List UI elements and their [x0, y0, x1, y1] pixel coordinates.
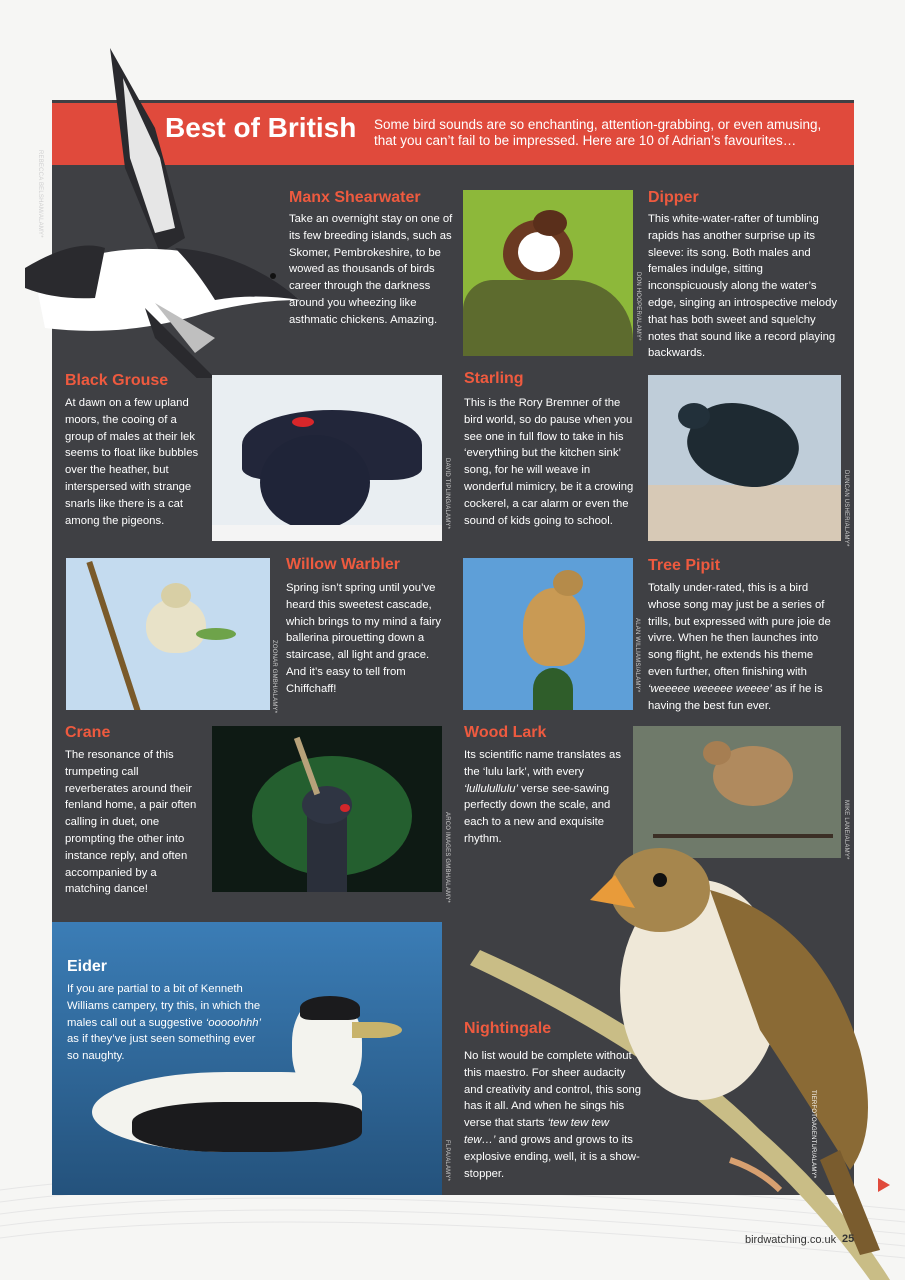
page-intro: Some bird sounds are so enchanting, attention-grabbing, or even amusing, that you can’t fail to be impressed. Here are 10 of Adrian’s favourites…: [374, 117, 822, 148]
woodlark-text-a: Its scientific name translates as the ‘lulu lark’, with every: [464, 749, 621, 778]
photo-credit-crane: ARCO IMAGES GMBH/ALAMY*: [444, 812, 450, 903]
page-title: Best of British: [165, 112, 357, 143]
section-body-dipper: This white-water-rafter of tumbling rapids has another surprise up its sleeve: its song. Both males and females indulge, sitting inconspicuously along the water’s edge, singing an introspective melody that has both sweet and squelchy notes that sound like a record playing backwards.: [648, 213, 838, 360]
section-body-manx: Take an overnight stay on one of its few breeding islands, such as Skomer, Pembrokeshire, to be wowed as thousands of birds career through the darkness around you wheezing like asthmatic chickens. Amazing.: [289, 213, 453, 326]
section-title-woodlark: [464, 724, 546, 742]
section-title-grouse: Black Grouse: [65, 372, 169, 389]
section-title-starling: Starling: [464, 370, 524, 387]
section-body-eider: [67, 981, 267, 1065]
section-title-nightingale-text: Nightingale: [464, 1020, 552, 1037]
next-page-arrow-icon[interactable]: [878, 1178, 890, 1192]
woodlark-text-em: ‘lullulullulu’: [464, 782, 519, 795]
photo-credit-nightingale: TIERFOTOAGENTUR/ALAMY*: [810, 1090, 816, 1179]
photo-credit-eider: FLPA/ALAMY*: [444, 1140, 450, 1182]
black-grouse-photo: [212, 375, 442, 541]
section-body-crane: The resonance of this trumpeting call reverberates around their fenland home, a pair often calling in duet, one prompting the other into instance reply, and often accompanied by a matching dance!: [65, 749, 197, 896]
section-body-grouse: At dawn on a few upland moors, the cooing of a group of males at their lek seems to float like bubbles over the heather, but interspersed with strange snarls like there is a cat among the pigeons.: [65, 397, 199, 527]
treepipit-text-b: as if he is having the best fun ever.: [648, 682, 823, 712]
section-title-crane: Crane: [65, 724, 111, 741]
treepipit-text-a: Totally under-rated, this is a bird whose song may just be a series of trills, but expressed with pure joie de vivre. When he then launches into song flight, he extends his theme even further, often finishing with: [648, 582, 831, 678]
starling-photo: [648, 375, 841, 541]
section-body-nightingale: [464, 1048, 642, 1182]
section-title-manx: Manx Shearwater: [289, 189, 421, 206]
crane-photo: [212, 726, 442, 892]
section-title-treepipit-text: Tree Pipit: [648, 557, 721, 574]
footer-website[interactable]: birdwatching.co.uk: [745, 1234, 837, 1246]
photo-credit-treepipit: ALAN WILLIAMS/ALAMY*: [634, 618, 640, 693]
page-number: 25: [842, 1233, 855, 1245]
section-title-nightingale: [464, 1020, 551, 1038]
willow-warbler-photo: [66, 558, 270, 710]
section-title-woodlark-text: Wood Lark: [464, 724, 547, 741]
section-title-dipper: Dipper: [648, 189, 699, 206]
section-title-eider: [67, 958, 107, 976]
section-body-willow: Spring isn’t spring until you’ve heard this sweetest cascade, which brings to my mind a fairy ballerina pirouetting down a staircase, all light and grace. And it’s easy to tell from Chiffchaff!: [286, 582, 442, 695]
photo-credit-willow: ZOONAR GMBH/ALAMY*: [271, 640, 277, 714]
eider-text-a: If you are partial to a bit of Kenneth Williams campery, try this, in which the males call out a suggestive: [67, 983, 261, 1029]
photo-credit-woodlark: MIKE LANE/ALAMY*: [843, 800, 849, 860]
nightingale-text-em: ‘tew tew tew tew…’: [464, 1117, 610, 1146]
eider-text-em: ‘ooooohhh’: [205, 1016, 262, 1029]
shearwater-photo: [15, 38, 315, 378]
treepipit-text-em: ‘weeeee weeeee weeee’: [648, 682, 772, 695]
section-title-treepipit: [648, 557, 720, 575]
woodlark-text-b: verse see-sawing perfectly down the scale, and each to a new and exquisite rhythm.: [464, 782, 611, 845]
nightingale-text-b: and grows and grows to its explosive ending, well, it is a show-stopper.: [464, 1133, 640, 1180]
tree-pipit-photo: [463, 558, 633, 710]
section-body-starling: This is the Rory Bremner of the bird world, so do pause when you see one in full flow to take in his ‘everything but the kitchen sink’ song, for he will weave in wonderful mimicry, be it a crowing cockerel, a car alarm or even the sound of kids going to school.: [464, 397, 634, 527]
photo-credit-grouse: DAVID TIPLING/ALAMY*: [444, 458, 450, 530]
section-body-treepipit: [648, 580, 838, 714]
eider-text-b: as if they’ve just seen something ever so naughty.: [67, 1033, 256, 1063]
section-title-eider-text: Eider: [67, 958, 108, 975]
section-title-willow: Willow Warbler: [286, 556, 400, 573]
dipper-photo: [463, 190, 633, 356]
nightingale-text-a: No list would be complete without this maestro. For sheer audacity and creativity and control, this song has it all. And when he sings his verse that starts: [464, 1050, 642, 1130]
photo-credit-shearwater: REBECCA BELSHAM/ALAMY*: [37, 150, 43, 238]
photo-credit-dipper: DON HOOPER/ALAMY*: [635, 272, 641, 341]
photo-credit-starling: DUNCAN USHER/ALAMY*: [843, 470, 849, 547]
